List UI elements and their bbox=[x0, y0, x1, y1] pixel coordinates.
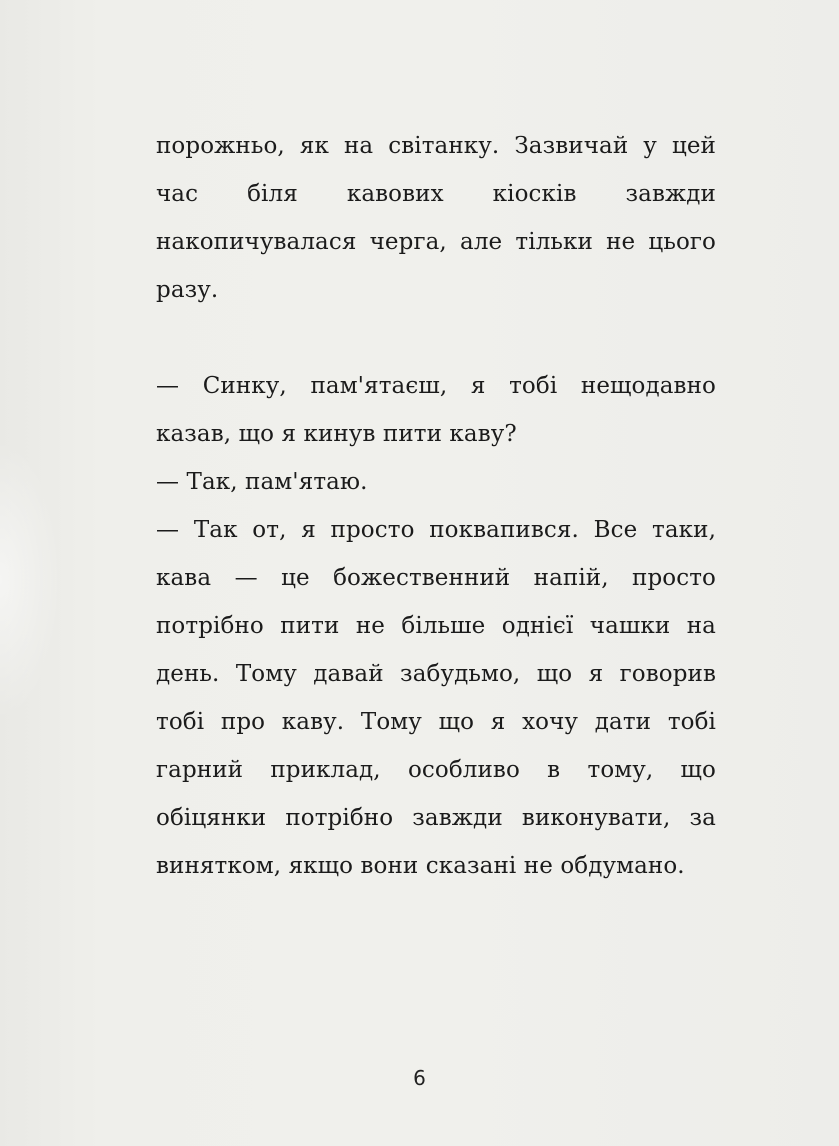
body-text bbox=[156, 122, 716, 890]
paragraph-1: порожньо, як на світанку. Зазвичай у цей час біля кавових кіосків завжди накопичувалася черга, але тільки не цього разу. bbox=[156, 133, 716, 303]
paragraph-4: — Так от, я просто поквапився. Все таки, кава — це божественний напій, просто потрібно пити не більше однієї чашки на день. Тому давай забудьмо, що я говорив тобі про каву. Тому що я хочу дати тобі гарний приклад, особливо в тому, що обіцянки потрібно завжди виконувати, за винятком, якщо вони сказані не обдумано. bbox=[156, 517, 716, 879]
paragraph-3: — Так, пам'ятаю. bbox=[156, 469, 368, 495]
page-number: 6 bbox=[413, 1066, 426, 1090]
paragraph-2: — Синку, пам'ятаєш, я тобі нещодавно казав, що я кинув пити каву? bbox=[156, 373, 716, 447]
